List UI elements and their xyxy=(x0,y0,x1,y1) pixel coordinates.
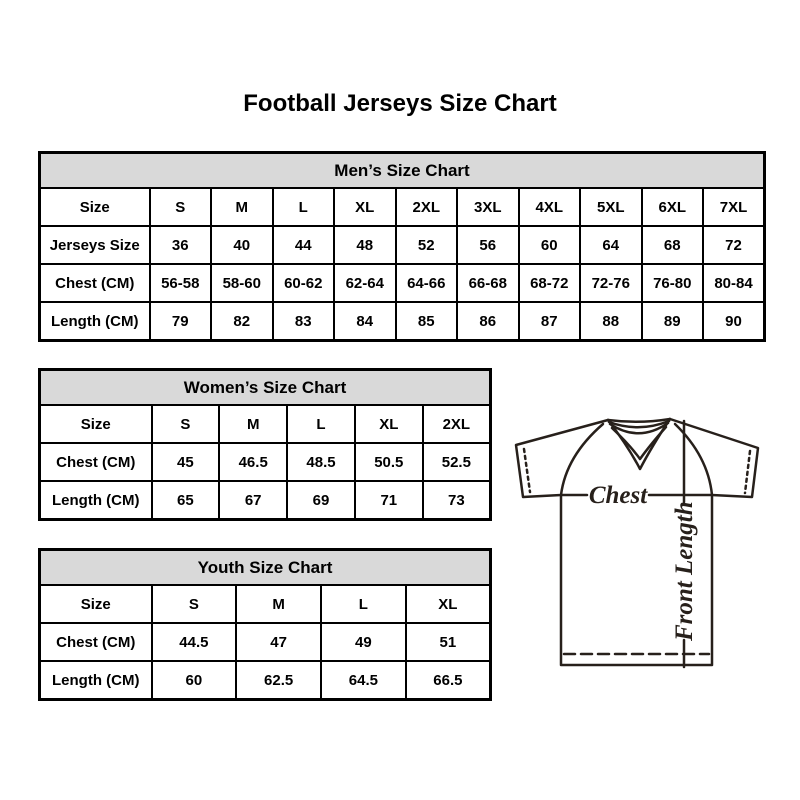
jersey-right-cuff-stitch xyxy=(745,451,750,493)
women-value-cell: 2XL xyxy=(423,405,491,443)
women-value-cell: 73 xyxy=(423,481,491,520)
men-value-cell: 84 xyxy=(334,302,396,341)
jersey-right-sleeve-seam xyxy=(675,424,712,495)
women-row-0 xyxy=(40,405,491,443)
men-row-label: Chest (CM) xyxy=(40,264,150,302)
men-value-cell: 56-58 xyxy=(150,264,212,302)
youth-value-cell: 44.5 xyxy=(152,623,237,661)
men-value-cell: 5XL xyxy=(580,188,642,226)
men-value-cell: 89 xyxy=(642,302,704,341)
men-value-cell: 4XL xyxy=(519,188,581,226)
women-value-cell: 69 xyxy=(287,481,355,520)
youth-table-title: Youth Size Chart xyxy=(40,550,491,586)
men-row-label: Length (CM) xyxy=(40,302,150,341)
men-value-cell: M xyxy=(211,188,273,226)
men-value-cell: L xyxy=(273,188,335,226)
women-value-cell: S xyxy=(152,405,220,443)
men-row-2 xyxy=(40,264,765,302)
youth-value-cell: 62.5 xyxy=(236,661,321,700)
men-table-title: Men’s Size Chart xyxy=(40,153,765,189)
women-value-cell: 45 xyxy=(152,443,220,481)
youth-row-1 xyxy=(40,623,491,661)
men-value-cell: 80-84 xyxy=(703,264,765,302)
youth-row-label: Length (CM) xyxy=(40,661,152,700)
youth-value-cell: 60 xyxy=(152,661,237,700)
youth-row-label: Size xyxy=(40,585,152,623)
men-value-cell: 62-64 xyxy=(334,264,396,302)
men-value-cell: 56 xyxy=(457,226,519,264)
youth-value-cell: 64.5 xyxy=(321,661,406,700)
youth-value-cell: 47 xyxy=(236,623,321,661)
page-title: Football Jerseys Size Chart xyxy=(243,90,557,117)
youth-row-2 xyxy=(40,661,491,700)
front-length-label: Front Length xyxy=(671,501,698,641)
youth-row-label: Chest (CM) xyxy=(40,623,152,661)
men-value-cell: 60 xyxy=(519,226,581,264)
women-value-cell: 46.5 xyxy=(219,443,287,481)
men-value-cell: 88 xyxy=(580,302,642,341)
men-value-cell: S xyxy=(150,188,212,226)
men-value-cell: 48 xyxy=(334,226,396,264)
men-value-cell: 36 xyxy=(150,226,212,264)
jersey-diagram xyxy=(500,398,800,678)
women-row-label: Length (CM) xyxy=(40,481,152,520)
men-value-cell: 72-76 xyxy=(580,264,642,302)
women-header-row xyxy=(40,370,491,406)
women-row-1 xyxy=(40,443,491,481)
chest-label: Chest xyxy=(588,482,648,509)
women-value-cell: 48.5 xyxy=(287,443,355,481)
men-value-cell: 72 xyxy=(703,226,765,264)
men-value-cell: 60-62 xyxy=(273,264,335,302)
youth-value-cell: 49 xyxy=(321,623,406,661)
men-value-cell: 90 xyxy=(703,302,765,341)
women-value-cell: L xyxy=(287,405,355,443)
youth-size-table xyxy=(38,548,492,701)
women-row-label: Chest (CM) xyxy=(40,443,152,481)
men-value-cell: 6XL xyxy=(642,188,704,226)
men-value-cell: 40 xyxy=(211,226,273,264)
women-table-title: Women’s Size Chart xyxy=(40,370,491,406)
men-value-cell: 82 xyxy=(211,302,273,341)
women-value-cell: M xyxy=(219,405,287,443)
womens-size-table xyxy=(38,368,492,521)
youth-value-cell: 66.5 xyxy=(406,661,491,700)
women-value-cell: 71 xyxy=(355,481,423,520)
women-value-cell: 52.5 xyxy=(423,443,491,481)
youth-value-cell: L xyxy=(321,585,406,623)
men-row-1 xyxy=(40,226,765,264)
youth-header-row xyxy=(40,550,491,586)
youth-value-cell: M xyxy=(236,585,321,623)
women-value-cell: XL xyxy=(355,405,423,443)
men-value-cell: 68-72 xyxy=(519,264,581,302)
men-value-cell: 66-68 xyxy=(457,264,519,302)
men-value-cell: 64-66 xyxy=(396,264,458,302)
men-row-label: Jerseys Size xyxy=(40,226,150,264)
men-value-cell: 3XL xyxy=(457,188,519,226)
men-row-0 xyxy=(40,188,765,226)
men-value-cell: 76-80 xyxy=(642,264,704,302)
men-value-cell: 44 xyxy=(273,226,335,264)
men-value-cell: 68 xyxy=(642,226,704,264)
youth-value-cell: 51 xyxy=(406,623,491,661)
jersey-vneck-inner xyxy=(612,427,666,459)
men-row-label: Size xyxy=(40,188,150,226)
men-value-cell: 79 xyxy=(150,302,212,341)
men-value-cell: 64 xyxy=(580,226,642,264)
youth-row-0 xyxy=(40,585,491,623)
youth-value-cell: S xyxy=(152,585,237,623)
men-value-cell: 83 xyxy=(273,302,335,341)
men-value-cell: 58-60 xyxy=(211,264,273,302)
women-value-cell: 67 xyxy=(219,481,287,520)
youth-value-cell: XL xyxy=(406,585,491,623)
men-header-row xyxy=(40,153,765,189)
women-value-cell: 50.5 xyxy=(355,443,423,481)
men-value-cell: 7XL xyxy=(703,188,765,226)
men-value-cell: 52 xyxy=(396,226,458,264)
jersey-left-cuff-stitch xyxy=(524,449,530,492)
men-value-cell: 85 xyxy=(396,302,458,341)
men-value-cell: 86 xyxy=(457,302,519,341)
men-value-cell: 87 xyxy=(519,302,581,341)
men-row-3 xyxy=(40,302,765,341)
jersey-collar-top xyxy=(608,419,670,422)
men-value-cell: 2XL xyxy=(396,188,458,226)
women-value-cell: 65 xyxy=(152,481,220,520)
mens-size-table xyxy=(38,151,766,342)
men-value-cell: XL xyxy=(334,188,396,226)
women-row-label: Size xyxy=(40,405,152,443)
women-row-2 xyxy=(40,481,491,520)
